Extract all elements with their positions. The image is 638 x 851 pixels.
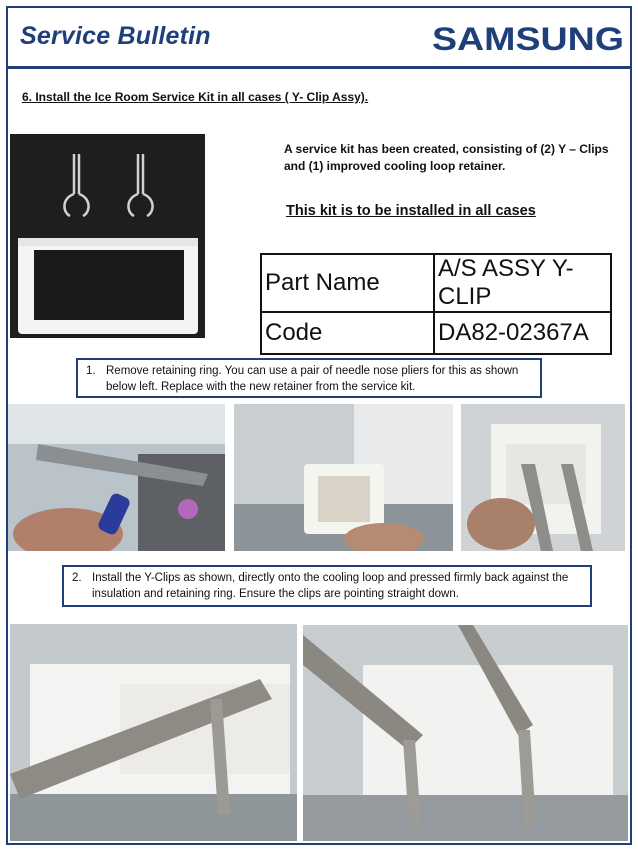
step-2-text: Install the Y-Clips as shown, directly onto the cooling loop and pressed firmly back against the insulation and retaining ring. Ensure the clips are pointing straight down. <box>92 572 569 600</box>
section-heading: 6. Install the Ice Room Service Kit in all cases ( Y- Clip Assy). <box>22 90 369 104</box>
table-row <box>261 312 611 354</box>
code-value: DA82-02367A <box>434 312 611 354</box>
samsung-logo-text: SAMSUNG <box>432 21 624 54</box>
table-row <box>261 254 611 312</box>
step-2-number: 2. <box>72 572 82 584</box>
step-2-callout <box>62 565 592 607</box>
step-1-text: Remove retaining ring. You can use a pair of needle nose pliers for this as shown below left. Replace with the new retainer from the service kit. <box>106 365 519 393</box>
kit-note: This kit is to be installed in all cases <box>286 203 536 219</box>
step2-photo-right <box>303 625 628 841</box>
page-title: Service Bulletin <box>20 22 211 50</box>
header-rule <box>6 66 632 69</box>
code-label: Code <box>261 312 434 354</box>
step-1-callout <box>76 358 542 398</box>
part-name-label: Part Name <box>261 254 434 312</box>
samsung-logo <box>430 20 626 54</box>
kit-description: A service kit has been created, consisting of (2) Y – Clips and (1) improved cooling loop retainer. <box>284 142 609 173</box>
kit-photo <box>10 134 205 338</box>
step1-photo-pliers <box>8 404 225 551</box>
step-1-number: 1. <box>86 365 96 377</box>
step1-photo-install <box>461 404 625 551</box>
step2-photo-left <box>10 624 297 841</box>
part-name-value: A/S ASSY Y-CLIP <box>434 254 611 312</box>
step1-photo-retainer <box>234 404 453 551</box>
parts-table <box>260 253 612 355</box>
